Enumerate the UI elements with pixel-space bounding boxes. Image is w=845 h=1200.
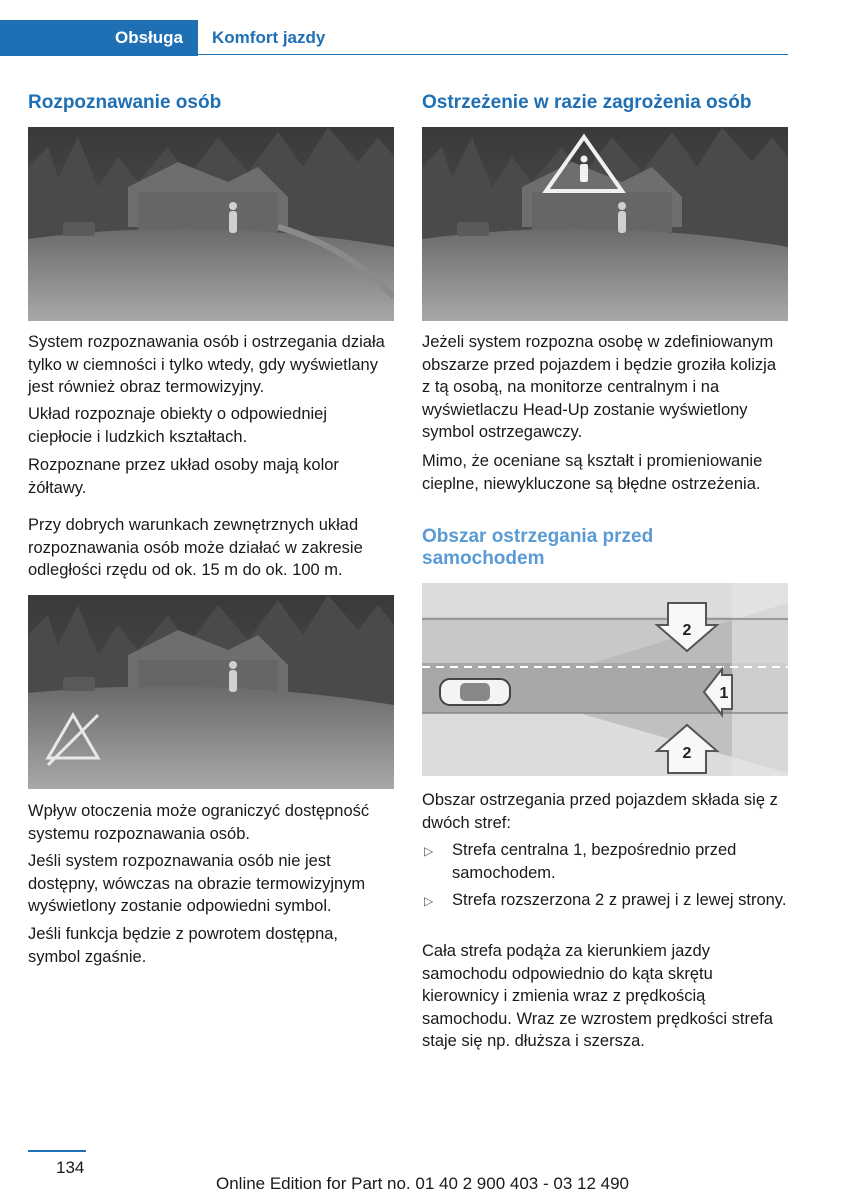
paragraph: Rozpoznane przez układ osoby mają kolor żółtawy. (28, 456, 339, 497)
bullet-text: Strefa rozszerzona 2 z prawej i z lewej strony. (452, 891, 787, 909)
footer-rule (28, 1150, 86, 1152)
car-icon (440, 679, 510, 705)
header-chapter-label: Komfort jazdy (212, 28, 326, 47)
paragraph: Jeśli funkcja będzie z powrotem dostępna, symbol zgaśnie. (28, 925, 339, 966)
footer-edition: Online Edition for Part no. 01 40 2 900 403 - 03 12 490 (215, 1174, 629, 1193)
header-section-label: Obsługa (114, 28, 183, 47)
thermal-image-warning (422, 127, 788, 321)
zone-label-1: 1 (719, 685, 729, 702)
zone-label-2-bottom: 2 (682, 745, 692, 762)
paragraph: Cała strefa podąża za kierunkiem jazdy samochodu odpowiednio do kąta skrętu kierownicy i zmienia wraz z prędkością samochodu. Wraz ze wzrostem prędkości strefa staje się np. dłuższa i szersza. (422, 942, 773, 1050)
thermal-scene-graphic (422, 127, 788, 321)
paragraph: Jeśli system rozpoznawania osób nie jest dostępny, wówczas na obrazie termowizyjnym wyświetlony zostanie odpowiedni symbol. (28, 852, 366, 915)
page-number: 134 (56, 1158, 85, 1177)
paragraph: Przy dobrych warunkach zewnętrznych układ rozpoznawania osób może działać w zakresie odległości rzędu od ok. 15 m do ok. 100 m. (28, 516, 363, 579)
thermal-image-unavailable (28, 595, 394, 789)
warning-zone-diagram (422, 583, 788, 776)
paragraph: Układ rozpoznaje obiekty o odpowiedniej ciepłocie i ludzkich kształtach. (28, 405, 328, 446)
bullet-triangle-icon: ▷ (424, 894, 434, 908)
thermal-scene-graphic (28, 595, 394, 789)
paragraph: Obszar ostrzegania przed pojazdem składa się z dwóch stref: (422, 791, 778, 832)
paragraph: Wpływ otoczenia może ograniczyć dostępność systemu rozpoznawania osób. (28, 802, 370, 843)
bullet-item (422, 839, 788, 884)
paragraph: Mimo, że oceniane są kształt i promieniowanie cieplne, niewykluczone są błędne ostrzeżenia. (422, 452, 763, 493)
paragraph: System rozpoznawania osób i ostrzegania działa tylko w ciemności i tylko wtedy, gdy wyświetlany jest również obraz termowizyjny. (28, 333, 385, 396)
paragraph: Jeżeli system rozpozna osobę w zdefiniowanym obszarze przed pojazdem i będzie groziła kolizja z tą osobą, na monitorze centralnym i na wyświetlaczu Head-Up zostanie wyświetlony symbol ostrzegawczy. (422, 333, 777, 441)
bullet-triangle-icon: ▷ (424, 844, 434, 858)
thermal-image-person (28, 127, 394, 321)
bullet-item (422, 889, 788, 912)
zone-diagram-graphic (422, 583, 788, 776)
zone-label-2-top: 2 (682, 622, 692, 639)
heading-person-recognition: Rozpoznawanie osób (28, 92, 222, 113)
thermal-scene-graphic (28, 127, 394, 321)
heading-person-warning: Ostrzeżenie w razie zagrożenia osób (422, 92, 752, 113)
bullet-text: Strefa centralna 1, bezpośrednio przed samochodem. (452, 841, 737, 882)
header-rule (198, 54, 788, 55)
subheading-warning-zone: Obszar ostrzegania przed samochodem (422, 526, 654, 569)
